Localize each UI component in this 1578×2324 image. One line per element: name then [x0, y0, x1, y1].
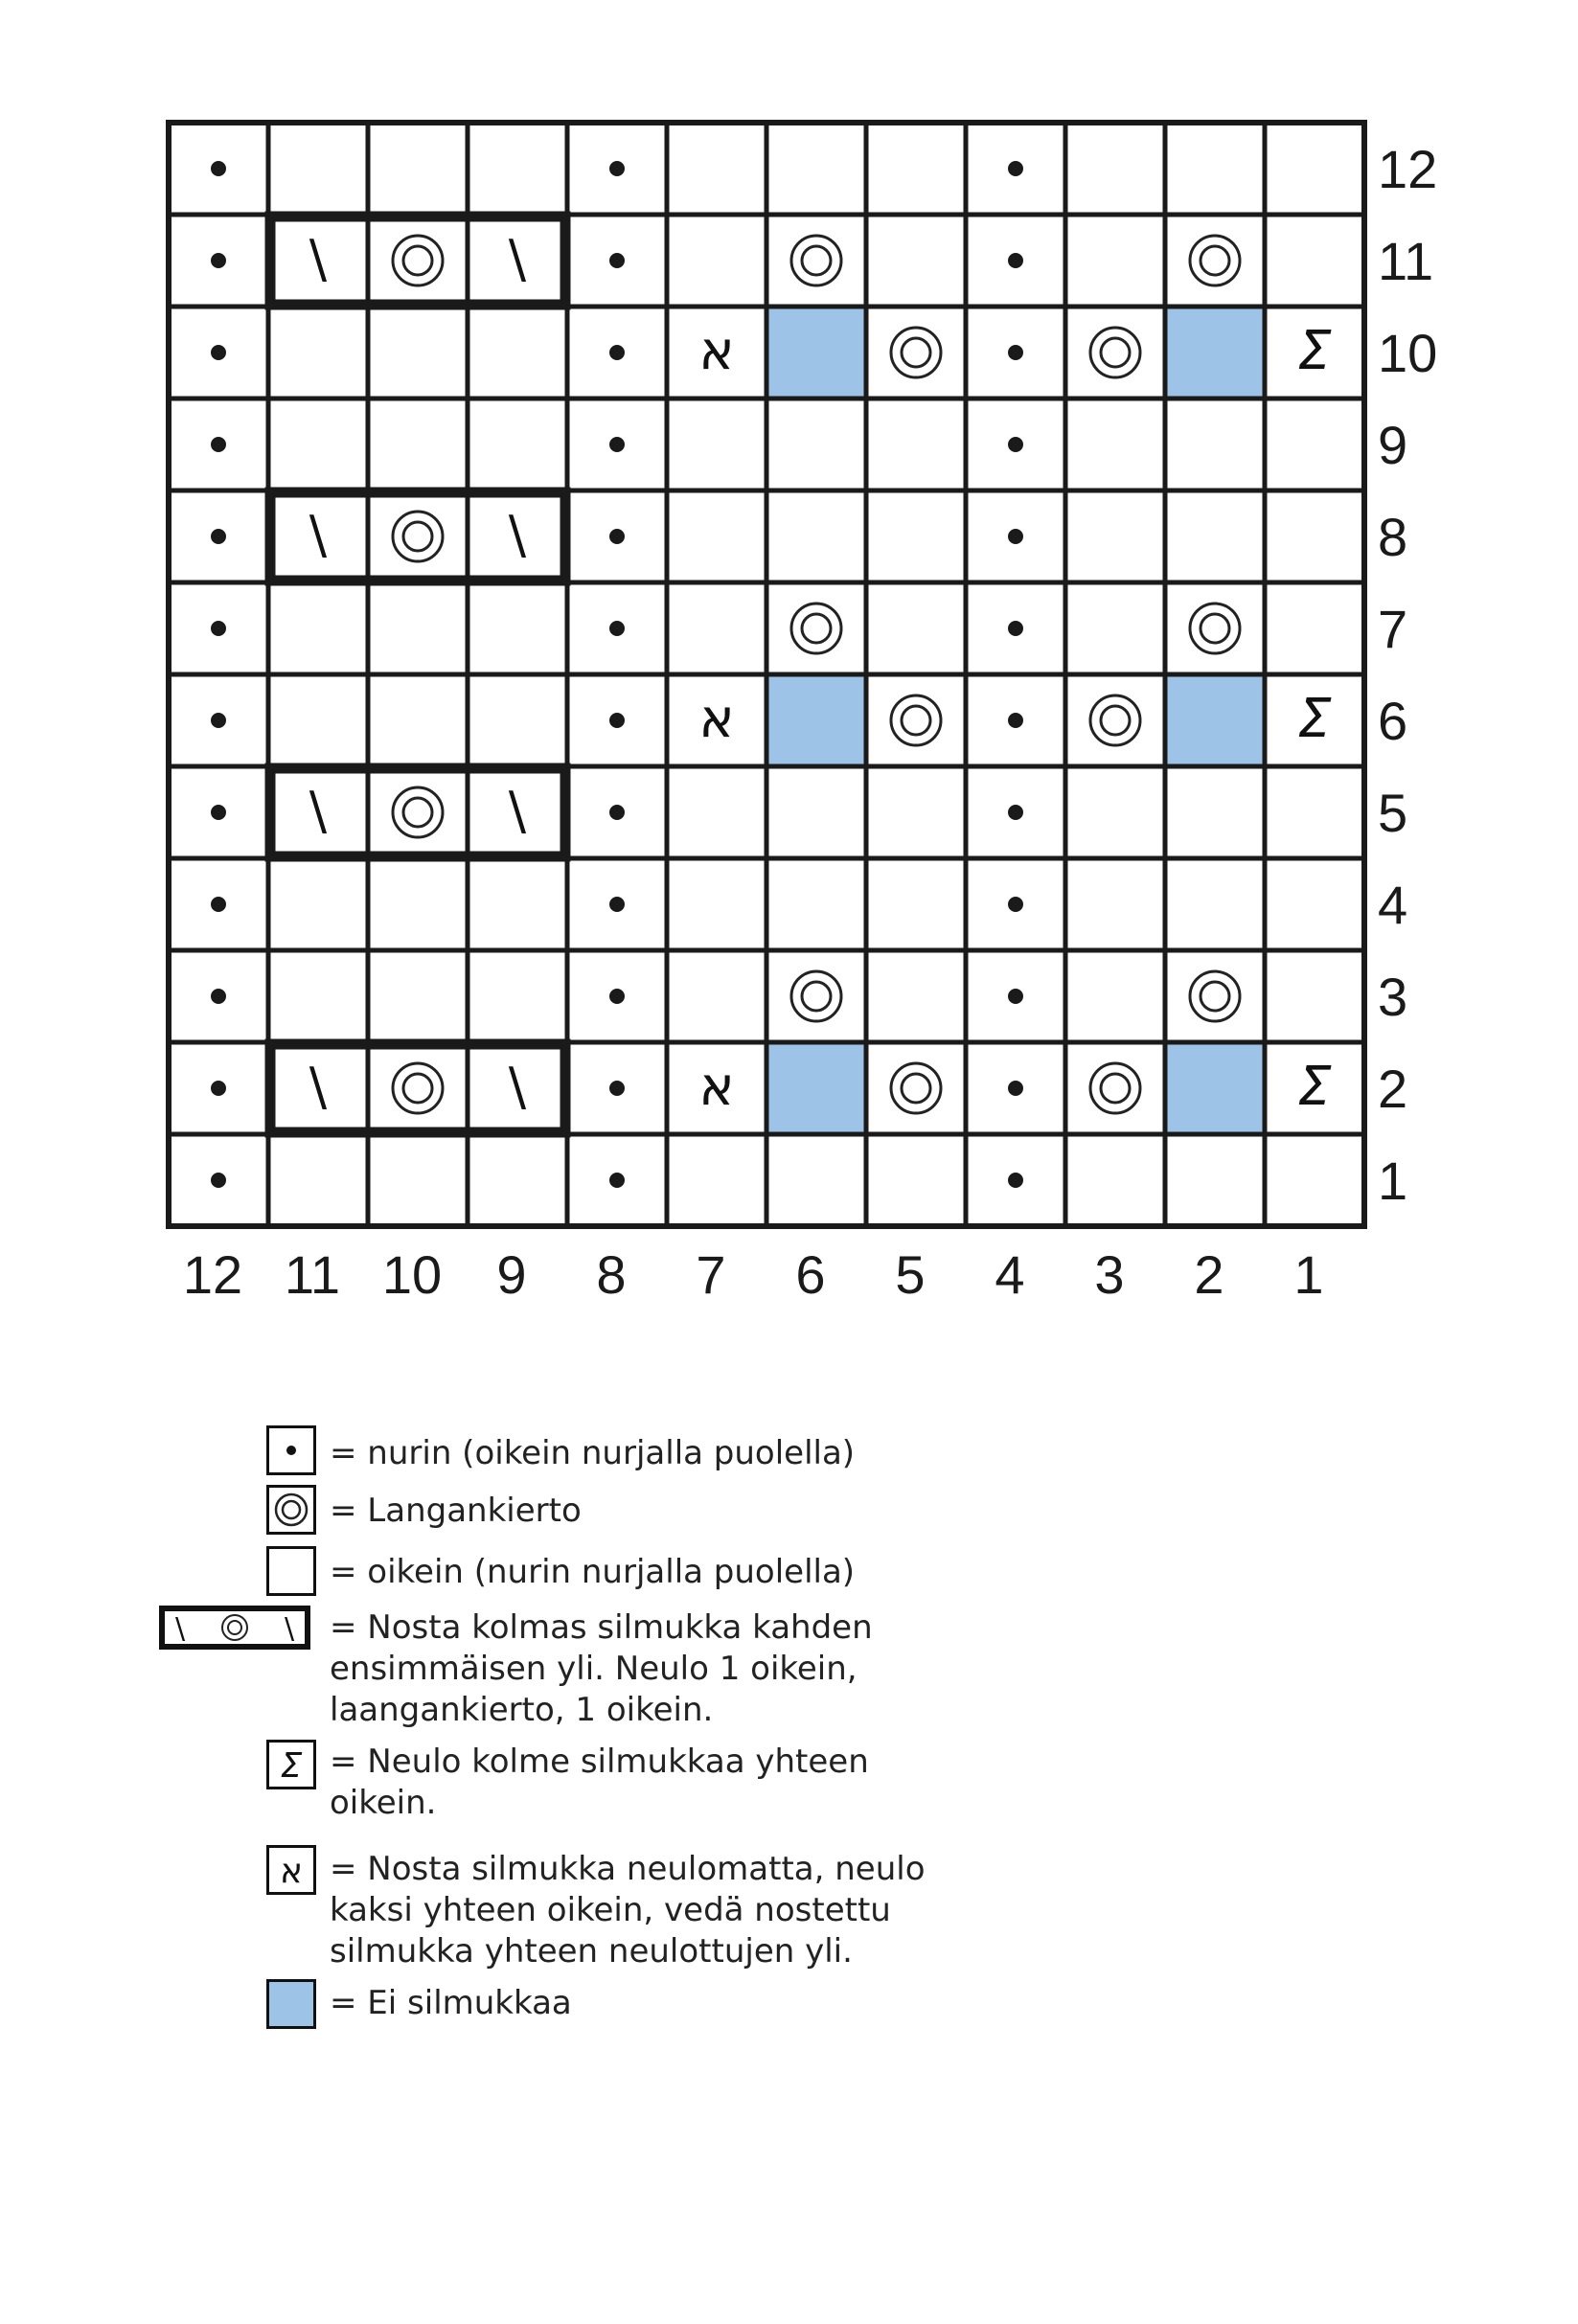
row-number: 12 — [1378, 139, 1438, 199]
column-number: 5 — [895, 1244, 926, 1305]
chart-cell — [1265, 950, 1364, 1042]
skp-decrease-mark: א — [698, 320, 735, 382]
chart-cell — [1165, 123, 1265, 215]
purl-dot — [211, 621, 226, 636]
chart-cell — [667, 399, 766, 490]
purl-dot — [609, 805, 625, 820]
column-number: 4 — [995, 1244, 1025, 1305]
chart-cell — [766, 1042, 866, 1134]
column-number: 3 — [1094, 1244, 1125, 1305]
chart-cell — [1165, 1134, 1265, 1226]
chart-cell — [866, 858, 966, 950]
purl-dot — [211, 713, 226, 728]
chart-cell — [766, 123, 866, 215]
purl-dot — [211, 437, 226, 452]
skp-legend-icon — [266, 1845, 316, 1895]
chart-cell — [468, 399, 567, 490]
chart-cell — [766, 307, 866, 399]
chart-cell — [368, 490, 468, 582]
chart-cell — [268, 950, 368, 1042]
chart-cell — [1265, 399, 1364, 490]
chart-cell — [1165, 582, 1265, 674]
purl-dot — [211, 345, 226, 360]
chart-cell — [1265, 215, 1364, 307]
chart-cell — [866, 399, 966, 490]
purl-legend-icon — [266, 1425, 316, 1475]
chart-cell — [866, 950, 966, 1042]
chart-cell — [866, 215, 966, 307]
chart-cell — [1265, 490, 1364, 582]
legend-box — [268, 1981, 315, 2028]
k3tog-legend-icon — [266, 1740, 316, 1789]
chart-cell — [1065, 307, 1165, 399]
chart-cell — [667, 215, 766, 307]
purl-dot — [1008, 1173, 1023, 1188]
purl-dot — [1008, 621, 1023, 636]
chart-cell — [468, 582, 567, 674]
chart-cell — [766, 1134, 866, 1226]
chart-cell — [368, 858, 468, 950]
row-number: 3 — [1378, 967, 1408, 1027]
purl-dot — [609, 529, 625, 544]
legend-text-nostitch: = Ei silmukkaa — [330, 1984, 572, 2022]
slip-stitch-mark: \ — [309, 781, 328, 841]
purl-dot — [286, 1446, 296, 1455]
chart-cell — [368, 1042, 468, 1134]
chart-cell — [1165, 950, 1265, 1042]
legend-text-skp: = Nosta silmukka neulomatta, neulo kaksi yhteen oikein, vedä nostettu silmukka yhteen neulottujen yli. — [330, 1850, 926, 1971]
k3tog-decrease-mark: Σ — [1297, 1056, 1332, 1118]
purl-dot — [1008, 529, 1023, 544]
chart-cell — [1165, 674, 1265, 766]
yarnover-legend-icon — [266, 1485, 316, 1535]
legend-item-skp — [161, 1845, 1023, 1989]
chart-cell — [368, 674, 468, 766]
purl-dot — [609, 253, 625, 268]
row-number: 4 — [1378, 875, 1408, 935]
skp-decrease-mark: א — [279, 1852, 304, 1891]
purl-dot — [609, 897, 625, 912]
chart-cell — [368, 582, 468, 674]
chart-cell — [368, 123, 468, 215]
chart-cell — [1265, 582, 1364, 674]
purl-dot — [1008, 1081, 1023, 1096]
slip-stitch-mark: \ — [508, 1057, 527, 1117]
k3tog-decrease-mark: Σ — [1297, 688, 1332, 750]
purl-dot — [1008, 805, 1023, 820]
purl-dot — [609, 989, 625, 1004]
chart-cell — [1265, 1134, 1364, 1226]
chart-cell — [866, 1134, 966, 1226]
chart-cell — [866, 674, 966, 766]
purl-dot — [1008, 161, 1023, 176]
purl-dot — [609, 437, 625, 452]
slip-stitch-mark: \ — [309, 505, 328, 565]
chart-cell — [1165, 858, 1265, 950]
chart-cell — [268, 307, 368, 399]
chart-cell — [268, 399, 368, 490]
column-number: 12 — [182, 1244, 243, 1305]
chart-cell — [1165, 307, 1265, 399]
slip-stitch-mark: \ — [174, 1612, 186, 1646]
chart-cell — [1165, 399, 1265, 490]
column-number: 2 — [1194, 1244, 1224, 1305]
nostitch-legend-icon — [266, 1979, 316, 2029]
chart-cell — [766, 215, 866, 307]
chart-cell — [468, 1134, 567, 1226]
chart-cell — [468, 674, 567, 766]
slip-stitch-mark: \ — [508, 505, 527, 565]
chart-cell — [468, 858, 567, 950]
purl-dot — [1008, 713, 1023, 728]
column-number: 6 — [795, 1244, 826, 1305]
chart-cell — [1265, 123, 1364, 215]
group-legend-icon — [159, 1606, 310, 1650]
chart-cell — [667, 950, 766, 1042]
chart-cell — [1265, 858, 1364, 950]
chart-cell — [1065, 582, 1165, 674]
k3tog-decrease-mark: Σ — [1297, 320, 1332, 382]
purl-dot — [211, 1081, 226, 1096]
legend-text-k3tog: = Neulo kolme silmukkaa yhteen oikein. — [330, 1743, 869, 1822]
legend-text-purl: = nurin (oikein nurjalla puolella) — [330, 1434, 856, 1472]
skp-decrease-mark: א — [698, 688, 735, 750]
slip-stitch-mark: \ — [508, 229, 527, 289]
chart-cell — [1065, 950, 1165, 1042]
row-number: 6 — [1378, 691, 1408, 751]
legend-box — [268, 1548, 315, 1595]
row-number: 8 — [1378, 507, 1408, 567]
knit-legend-icon — [266, 1546, 316, 1596]
purl-dot — [211, 253, 226, 268]
chart-cell — [268, 582, 368, 674]
purl-dot — [609, 713, 625, 728]
purl-dot — [1008, 345, 1023, 360]
chart-cell — [866, 582, 966, 674]
chart-cell — [368, 215, 468, 307]
chart-cell — [866, 307, 966, 399]
slip-stitch-mark: \ — [508, 781, 527, 841]
chart-cell — [1065, 766, 1165, 858]
column-number: 1 — [1293, 1244, 1324, 1305]
chart-cell — [866, 1042, 966, 1134]
row-number: 7 — [1378, 599, 1408, 659]
chart-cell — [268, 1134, 368, 1226]
purl-dot — [609, 1081, 625, 1096]
purl-dot — [1008, 897, 1023, 912]
chart-cell — [268, 858, 368, 950]
chart-cell — [667, 858, 766, 950]
chart-cell — [766, 490, 866, 582]
purl-dot — [1008, 253, 1023, 268]
chart-cell — [766, 858, 866, 950]
chart-cell — [468, 123, 567, 215]
chart-cell — [667, 766, 766, 858]
chart-cell — [368, 766, 468, 858]
chart-cell — [766, 950, 866, 1042]
chart-cell — [368, 307, 468, 399]
chart-cell — [766, 582, 866, 674]
chart-cell — [1065, 674, 1165, 766]
chart-cell — [368, 1134, 468, 1226]
chart-cell — [1065, 490, 1165, 582]
legend-text-knit: = oikein (nurin nurjalla puolella) — [330, 1553, 856, 1591]
legend-text-yarnover: = Langankierto — [330, 1492, 582, 1530]
column-number: 7 — [696, 1244, 726, 1305]
slip-stitch-mark: \ — [309, 229, 328, 289]
purl-dot — [211, 529, 226, 544]
chart-cell — [1065, 399, 1165, 490]
chart-cell — [866, 766, 966, 858]
chart-cell — [1165, 766, 1265, 858]
legend-text-group: = Nosta kolmas silmukka kahden ensimmäisen yli. Neulo 1 oikein, laangankierto, 1 oikein. — [330, 1608, 873, 1729]
chart-cell — [667, 1134, 766, 1226]
column-number: 11 — [284, 1244, 341, 1305]
column-number: 9 — [496, 1244, 527, 1305]
chart-cell — [866, 123, 966, 215]
chart-cell — [1165, 215, 1265, 307]
row-number: 11 — [1378, 231, 1434, 291]
row-number: 9 — [1378, 415, 1408, 475]
chart-cell — [667, 123, 766, 215]
chart-cell — [766, 399, 866, 490]
chart-cell — [1065, 215, 1165, 307]
purl-dot — [1008, 989, 1023, 1004]
row-number: 5 — [1378, 783, 1408, 843]
column-number: 8 — [596, 1244, 627, 1305]
chart-cell — [866, 490, 966, 582]
purl-dot — [609, 621, 625, 636]
chart-cell — [1065, 858, 1165, 950]
chart-cell — [766, 674, 866, 766]
purl-dot — [609, 1173, 625, 1188]
legend-item-nostitch — [161, 1979, 1023, 2123]
skp-decrease-mark: א — [698, 1056, 735, 1118]
column-number: 10 — [381, 1244, 443, 1305]
chart-cell — [766, 766, 866, 858]
purl-dot — [211, 897, 226, 912]
chart-cell — [1165, 490, 1265, 582]
row-number: 10 — [1378, 323, 1438, 383]
chart-cell — [1165, 1042, 1265, 1134]
chart-cell — [368, 399, 468, 490]
purl-dot — [211, 1173, 226, 1188]
row-number: 2 — [1378, 1059, 1408, 1119]
chart-cell — [1065, 123, 1165, 215]
k3tog-decrease-mark: Σ — [280, 1746, 303, 1786]
slip-stitch-mark: \ — [284, 1612, 295, 1646]
purl-dot — [609, 161, 625, 176]
slip-stitch-mark: \ — [309, 1057, 328, 1117]
chart-cell — [468, 307, 567, 399]
purl-dot — [211, 989, 226, 1004]
chart-cell — [1265, 766, 1364, 858]
chart-cell — [368, 950, 468, 1042]
purl-dot — [609, 345, 625, 360]
chart-cell — [1065, 1134, 1165, 1226]
purl-dot — [211, 161, 226, 176]
purl-dot — [1008, 437, 1023, 452]
chart-cell — [468, 950, 567, 1042]
chart-cell — [1065, 1042, 1165, 1134]
chart-cell — [667, 490, 766, 582]
purl-dot — [211, 805, 226, 820]
legend-item-group — [161, 1606, 1023, 1749]
chart-cell — [268, 123, 368, 215]
chart-cell — [667, 582, 766, 674]
chart-cell — [268, 674, 368, 766]
row-number: 1 — [1378, 1151, 1408, 1211]
